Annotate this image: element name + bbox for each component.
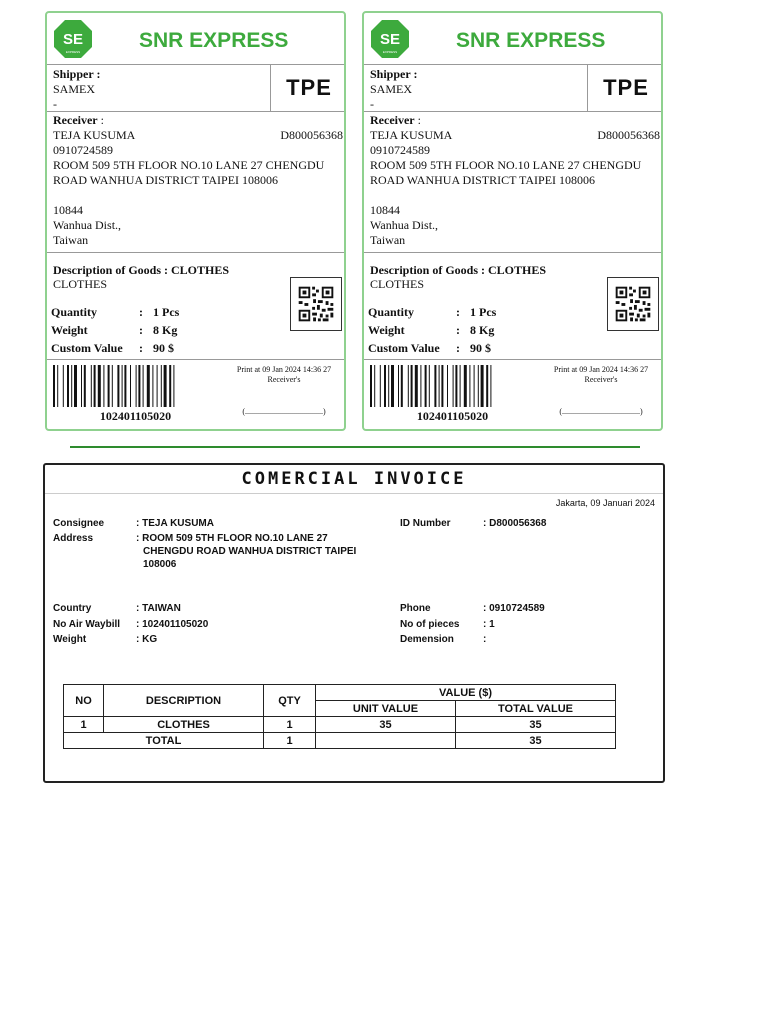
svg-text:EXPRESS: EXPRESS (382, 50, 398, 54)
quantity-row: Quantity : 1 Pcs (51, 305, 180, 319)
description-label: Description of Goods : CLOTHES (370, 263, 547, 277)
receivers-label: Receiver's (584, 375, 618, 384)
air-waybill-field: No Air Waybill : 102401105020 (53, 619, 209, 630)
logo-text: SE (379, 31, 401, 48)
logo-text: SE (62, 31, 84, 48)
section-divider (70, 446, 640, 448)
receiver-signature-line: (.......................................) (559, 407, 643, 416)
invoice-title: COMERCIAL INVOICE (241, 469, 467, 489)
receiver-label: Receiver (370, 113, 415, 127)
receiver-address-line-2: ROAD WANHUA DISTRICT TAIPEI 108006 (370, 173, 596, 187)
commercial-invoice (43, 463, 665, 783)
goods-description (370, 263, 546, 291)
snr-express-logo-icon (370, 19, 410, 59)
quantity-row: Quantity : 1 Pcs (368, 305, 497, 319)
cell-unit-value: 35 (316, 717, 456, 733)
postal-code: 10844 (370, 203, 400, 217)
shipper-extra: - (53, 97, 57, 111)
shipper-block (370, 67, 417, 112)
receiver-phone: 0910724589 (53, 143, 113, 157)
cell-total-value: 35 (456, 717, 616, 733)
header-description: DESCRIPTION (104, 685, 264, 717)
total-value: 35 (456, 733, 616, 749)
brand-name: SNR EXPRESS (456, 29, 606, 52)
shipper-name: SAMEX (53, 82, 96, 96)
receiver-address-line-2: ROAD WANHUA DISTRICT TAIPEI 108006 (53, 173, 279, 187)
snr-express-logo-icon (53, 19, 93, 59)
table-row (64, 717, 616, 733)
receiver-name: TEJA KUSUMA (370, 128, 453, 142)
description-label: Description of Goods : CLOTHES (53, 263, 230, 277)
dimension-field: Demension : (400, 634, 487, 645)
awb-number: 102401105020 (416, 409, 489, 423)
total-unit-value (316, 733, 456, 749)
barcode-icon (370, 365, 535, 407)
goods-description (53, 263, 229, 291)
shipping-label (45, 11, 346, 431)
district: Wanhua Dist., (370, 218, 439, 232)
district: Wanhua Dist., (53, 218, 122, 232)
shipper-label: Shipper : (370, 67, 418, 81)
country: Taiwan (370, 233, 406, 247)
awb-number: 102401105020 (99, 409, 172, 423)
receiver-name: TEJA KUSUMA (53, 128, 136, 142)
description-value: CLOTHES (370, 277, 424, 291)
print-timestamp: Print at 09 Jan 2024 14:36 27 Receiver's (225, 365, 343, 385)
consignee-field: Consignee : TEJA KUSUMA (53, 518, 214, 529)
receiver-block: Receiver : TEJA KUSUMA D800056368 0910724589 ROOM 509 5TH FLOOR NO.10 LANE 27 CHENGDU ROAD WANHUA DISTRICT TAIPEI 108006 10844 Wanhua Dist., Taiwan (370, 113, 660, 247)
cell-no: 1 (64, 717, 104, 733)
receiver-address-line-1: ROOM 509 5TH FLOOR NO.10 LANE 27 CHENGDU (370, 158, 642, 172)
total-label: TOTAL (64, 733, 264, 749)
header-qty: QTY (264, 685, 316, 717)
receiver-id: D800056368 (280, 128, 343, 142)
receiver-block: Receiver : TEJA KUSUMA D800056368 0910724589 ROOM 509 5TH FLOOR NO.10 LANE 27 CHENGDU ROAD WANHUA DISTRICT TAIPEI 108006 10844 Wanhua Dist., Taiwan (53, 113, 343, 247)
header-no: NO (64, 685, 104, 717)
label-header (47, 13, 344, 65)
receivers-label: Receiver's (267, 375, 301, 384)
custom-value-row: Custom Value : 90 $ (368, 341, 491, 355)
shipper-label: Shipper : (53, 67, 101, 81)
shipper-block (53, 67, 100, 112)
label-header (364, 13, 661, 65)
shipper-extra: - (370, 97, 374, 111)
weight-field: Weight : KG (53, 634, 158, 645)
header-unit-value: UNIT VALUE (316, 701, 456, 717)
country: Taiwan (53, 233, 89, 247)
table-total-row (64, 733, 616, 749)
receiver-address-line-1: ROOM 509 5TH FLOOR NO.10 LANE 27 CHENGDU (53, 158, 325, 172)
cell-qty: 1 (264, 717, 316, 733)
svg-text:EXPRESS: EXPRESS (65, 50, 81, 54)
receiver-signature-line: (.......................................) (242, 407, 326, 416)
weight-row: Weight : 8 Kg (368, 323, 495, 337)
receiver-id: D800056368 (597, 128, 660, 142)
destination-code: TPE (587, 65, 664, 111)
table-header-row (64, 685, 616, 701)
header-value: VALUE ($) (316, 685, 616, 701)
total-qty: 1 (264, 733, 316, 749)
invoice-date: Jakarta, 09 Januari 2024 (555, 498, 655, 508)
brand-name: SNR EXPRESS (139, 29, 289, 52)
header-total-value: TOTAL VALUE (456, 701, 616, 717)
qr-code-icon (290, 277, 342, 331)
destination-code: TPE (270, 65, 347, 111)
invoice-table (63, 684, 616, 749)
receiver-label: Receiver (53, 113, 98, 127)
shipping-label (362, 11, 663, 431)
description-value: CLOTHES (53, 277, 107, 291)
postal-code: 10844 (53, 203, 83, 217)
custom-value-row: Custom Value : 90 $ (51, 341, 174, 355)
shipper-name: SAMEX (370, 82, 413, 96)
barcode-icon (53, 365, 218, 407)
receiver-phone: 0910724589 (370, 143, 430, 157)
weight-row: Weight : 8 Kg (51, 323, 178, 337)
address-field: Address : ROOM 509 5TH FLOOR NO.10 LANE 27 CHENGDU ROAD WANHUA DISTRICT TAIPEI 108006 (53, 533, 357, 570)
country-field: Country : TAIWAN (53, 603, 181, 614)
pieces-field: No of pieces : 1 (400, 619, 495, 630)
print-timestamp: Print at 09 Jan 2024 14:36 27 Receiver's (542, 365, 660, 385)
id-number-field: ID Number : D800056368 (400, 518, 547, 529)
phone-field: Phone : 0910724589 (400, 603, 545, 614)
cell-description: CLOTHES (104, 717, 264, 733)
qr-code-icon (607, 277, 659, 331)
